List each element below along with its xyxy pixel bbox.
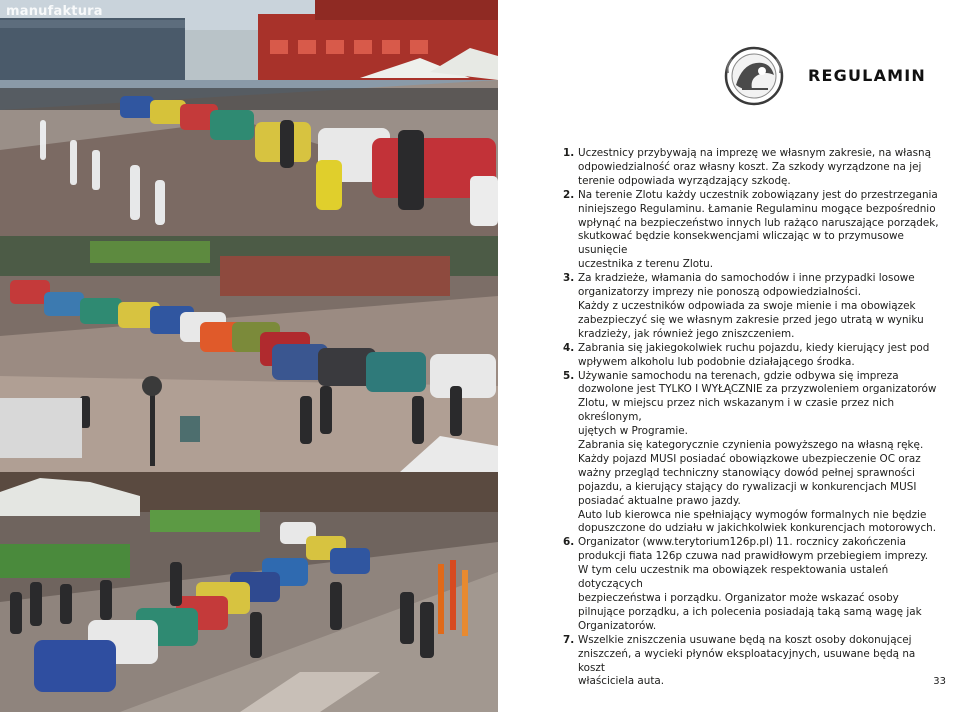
rule-line: odpowiedzialność oraz własny koszt. Za szkody wyrządzone na jej (578, 160, 922, 173)
rule-number: 4. (563, 341, 575, 354)
rule-line: zniszczeń, a wycieki płynów eksploatacyjnych, usuwane będą na koszt (578, 647, 916, 674)
rule-line: Zlotu, w miejscu przez nich wskazanym i w czasie przez nich określonym, (578, 397, 895, 424)
rule-line: Każdy z uczestników odpowiada za swoje mienie i ma obowiązek (578, 299, 916, 312)
rule-number: 6. (563, 536, 575, 549)
rule-line: organizatorzy imprezy nie ponoszą odpowiedzialności. (578, 286, 861, 299)
rule-line: pilnujące porządku, a ich polecenia posiadają taką samą wagę jak (578, 605, 922, 618)
rule-line: Używanie samochodu na terenach, gdzie odbywa się impreza (578, 369, 899, 382)
rule-item (563, 536, 941, 633)
rule-line: terenie odpowiada wyrządzający szkodę. (578, 174, 791, 187)
rule-line: kradzieży, jak również jego zniszczeniem. (578, 327, 795, 340)
rule-line: produkcji fiata 126p czuwa nad prawidłowym przebiegiem imprezy. (578, 550, 929, 563)
rule-item (563, 634, 941, 690)
rule-line: dopuszczone do udziału w jakichkolwiek konkurencjach motorowych. (578, 522, 937, 535)
rule-item (563, 147, 941, 189)
rule-item (563, 370, 941, 537)
rule-line: posiadać aktualne prawo jazdy. (578, 494, 741, 507)
rule-line: Zabrania się jakiegokolwiek ruchu pojazdu, kiedy kierujący jest pod (578, 341, 930, 354)
rule-item (563, 342, 941, 370)
rule-line: niniejszego Regulaminu. Łamanie Regulaminu mogące bezpośrednio (578, 202, 936, 215)
photo-middle (0, 236, 498, 472)
rule-number: 5. (563, 369, 575, 382)
photo-watermark: manufaktura (6, 4, 103, 19)
rule-line: dozwolone jest TYLKO I WYŁĄCZNIE za przyzwoleniem organizatorów (578, 383, 937, 396)
rule-line: wpłynąć na bezpieczeństwo innych lub rażąco naruszające porządek, (578, 216, 939, 229)
club-emblem-icon (722, 45, 786, 107)
rule-line: Organizator (www.terytorium126p.pl) 11. rocznicy zakończenia (578, 536, 907, 549)
rule-line: Auto lub kierowca nie spełniający wymogów formalnych nie będzie (578, 508, 927, 521)
rule-line: Zabrania się kategorycznie czynienia powyższego na własną rękę. (578, 439, 924, 452)
rule-line: pojazdu, a kierujący stający do rywalizacji w konkurencjach MUSI (578, 480, 917, 493)
rule-line: wpływem alkoholu lub podobnie działającego środka. (578, 355, 855, 368)
rule-line: bezpieczeństwa i porządku. Organizator może wskazać osoby (578, 592, 899, 604)
rule-line: ważny przegląd techniczny stanowiący dowód pełnej sprawności (578, 466, 915, 479)
rule-line: W tym celu uczestnik ma obowiązek respektowania ustaleń dotyczących (578, 564, 889, 591)
rule-line: zabezpieczyć się we własnym zakresie przed jego utratą w wyniku (578, 313, 924, 326)
rule-item (563, 272, 941, 342)
rule-line: Na terenie Zlotu każdy uczestnik zobowiązany jest do przestrzegania (578, 188, 938, 201)
rule-number: 2. (563, 188, 575, 201)
rule-line: ujętych w Programie. (578, 425, 688, 438)
rule-number: 1. (563, 147, 575, 159)
photo-bottom (0, 472, 498, 712)
page-number: 33 (933, 676, 946, 687)
page-title: REGULAMIN (808, 66, 927, 85)
rule-line: Organizatorów. (578, 619, 657, 632)
rule-line: Za kradzieże, włamania do samochodów i inne przypadki losowe (578, 272, 915, 285)
rule-line: uczestnika z terenu Zlotu. (578, 258, 714, 271)
rule-number: 7. (563, 633, 575, 646)
photo-top (0, 0, 498, 236)
rule-line: Wszelkie zniszczenia usuwane będą na koszt osoby dokonującej (578, 633, 912, 646)
rule-line: skutkować będzie konsekwencjami wliczając w to przymusowe usunięcie (578, 230, 904, 257)
rule-number: 3. (563, 272, 575, 285)
rules-list (563, 147, 941, 689)
rule-item (563, 189, 941, 272)
rule-line: Każdy pojazd MUSI posiadać obowiązkowe ubezpieczenie OC oraz (578, 452, 921, 465)
rule-line: Uczestnicy przybywają na imprezę we własnym zakresie, na własną (578, 147, 931, 159)
rule-line: właściciela auta. (578, 675, 665, 688)
